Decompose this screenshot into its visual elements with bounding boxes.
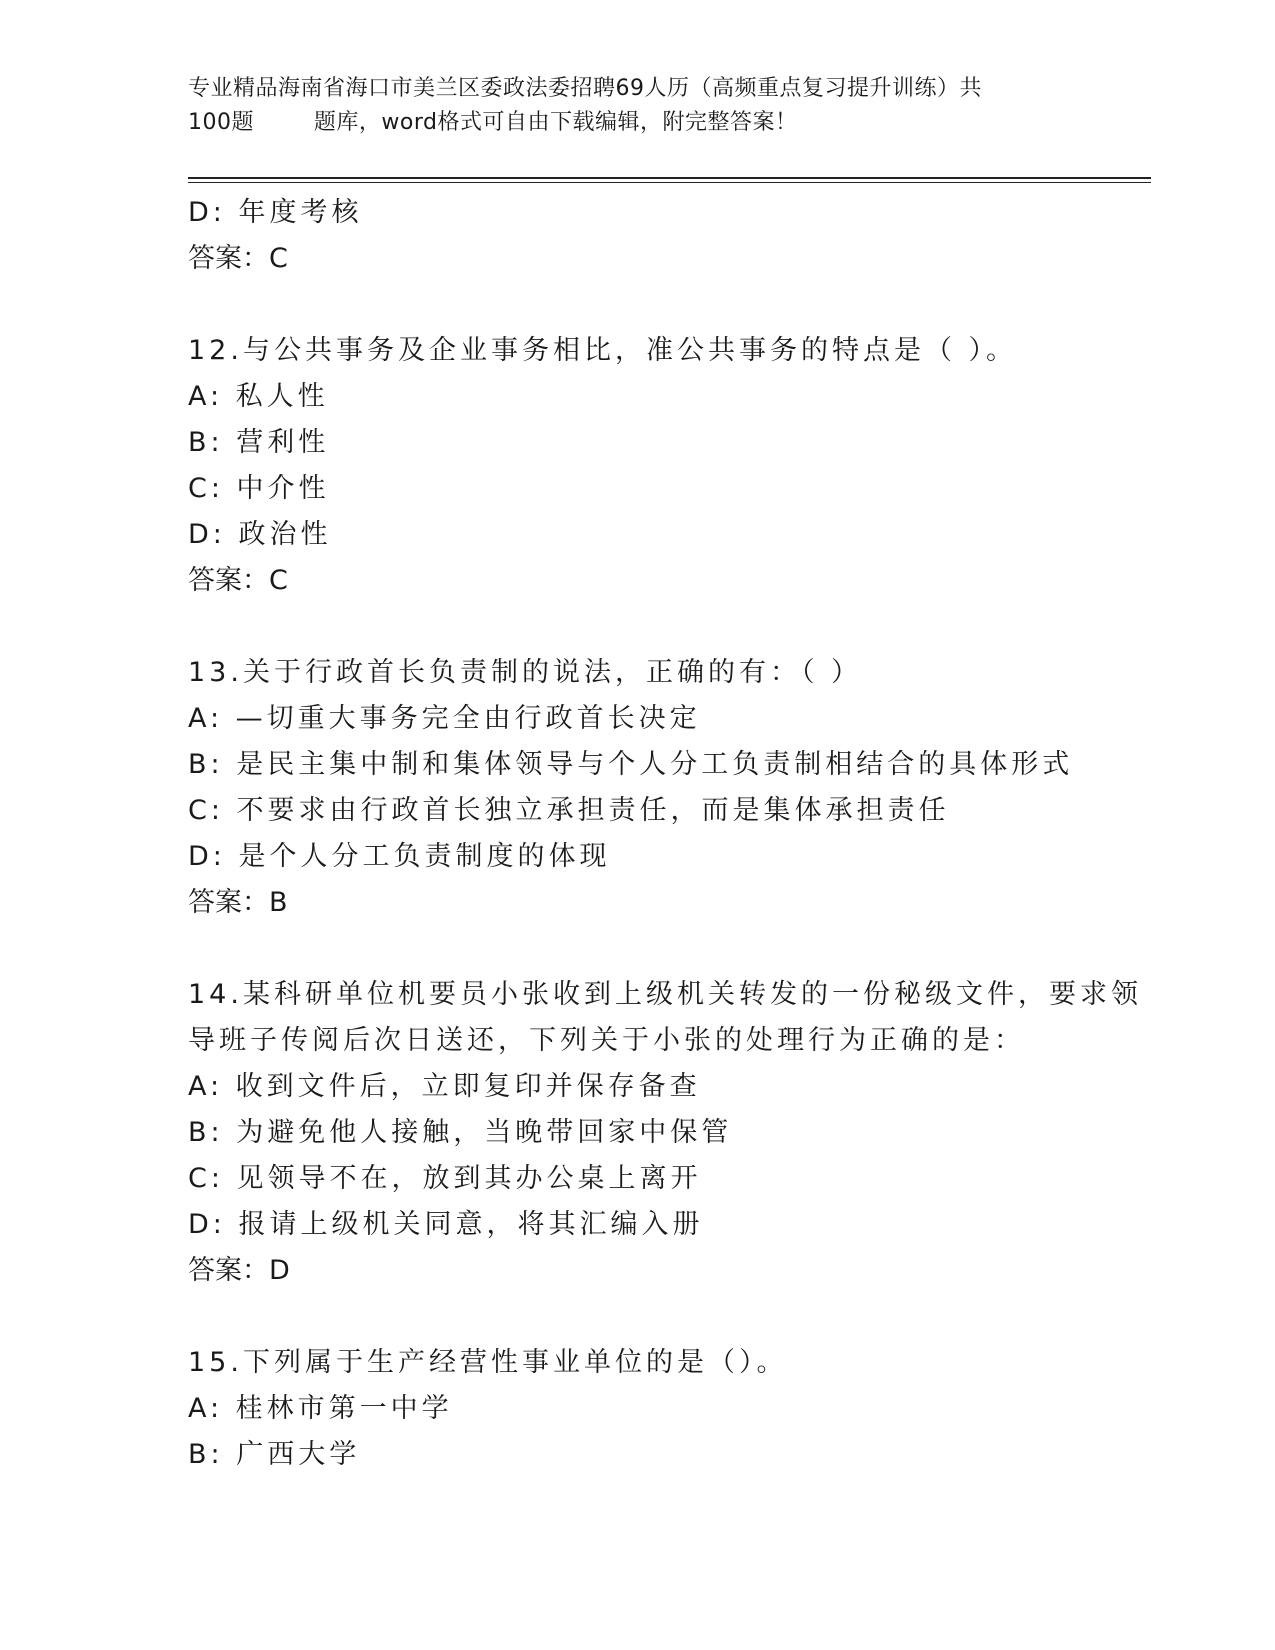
answer-line: 答案：B <box>188 887 288 918</box>
question-text: 12.与公共事务及企业事务相比，准公共事务的特点是（ ）。 <box>188 335 1018 366</box>
option-b: B: 营利性 <box>188 427 330 458</box>
header-divider <box>188 177 1151 179</box>
option-b: B: 为避免他人接触，当晚带回家中保管 <box>188 1117 733 1148</box>
question-block <box>188 972 1142 1294</box>
option-a: A: 桂林市第一中学 <box>188 1393 453 1424</box>
option-b: B: 是民主集中制和集体领导与个人分工负责制相结合的具体形式 <box>188 749 1074 780</box>
header-divider-thin <box>188 182 1151 183</box>
question-block <box>188 328 1138 604</box>
option-d: D: 政治性 <box>188 519 332 550</box>
answer-line: 答案：D <box>188 1255 290 1286</box>
header-line-2: 100题 题库，word格式可自由下载编辑，附完整答案！ <box>188 110 798 135</box>
option-c: C: 见领导不在，放到其办公桌上离开 <box>188 1163 702 1194</box>
document-header <box>188 72 1088 140</box>
question-list <box>188 190 1142 1478</box>
question-block <box>188 190 1138 282</box>
header-line-1: 专业精品海南省海口市美兰区委政法委招聘69人历（高频重点复习提升训练）共 <box>188 76 982 101</box>
option-d: D: 年度考核 <box>188 197 363 228</box>
question-block <box>188 1340 1138 1478</box>
answer-line: 答案：C <box>188 243 288 274</box>
option-d: D: 报请上级机关同意，将其汇编入册 <box>188 1209 704 1240</box>
option-d: D: 是个人分工负责制度的体现 <box>188 841 611 872</box>
option-c: C: 中介性 <box>188 473 330 504</box>
question-block <box>188 650 1138 926</box>
answer-line: 答案：C <box>188 565 288 596</box>
option-a: A: 收到文件后，立即复印并保存备查 <box>188 1071 701 1102</box>
option-a: A: 私人性 <box>188 381 329 412</box>
question-text-line-1: 14.某科研单位机要员小张收到上级机关转发的一份秘级文件，要求领 <box>188 979 1142 1010</box>
option-c: C: 不要求由行政首长独立承担责任，而是集体承担责任 <box>188 795 950 826</box>
option-a: A: —切重大事务完全由行政首长决定 <box>188 703 701 734</box>
question-text: 13.关于行政首长负责制的说法，正确的有：（ ） <box>188 657 863 688</box>
question-text: 15.下列属于生产经营性事业单位的是（）。 <box>188 1347 788 1378</box>
question-text-line-2: 导班子传阅后次日送还，下列关于小张的处理行为正确的是： <box>188 1025 1025 1056</box>
option-b: B: 广西大学 <box>188 1439 361 1470</box>
